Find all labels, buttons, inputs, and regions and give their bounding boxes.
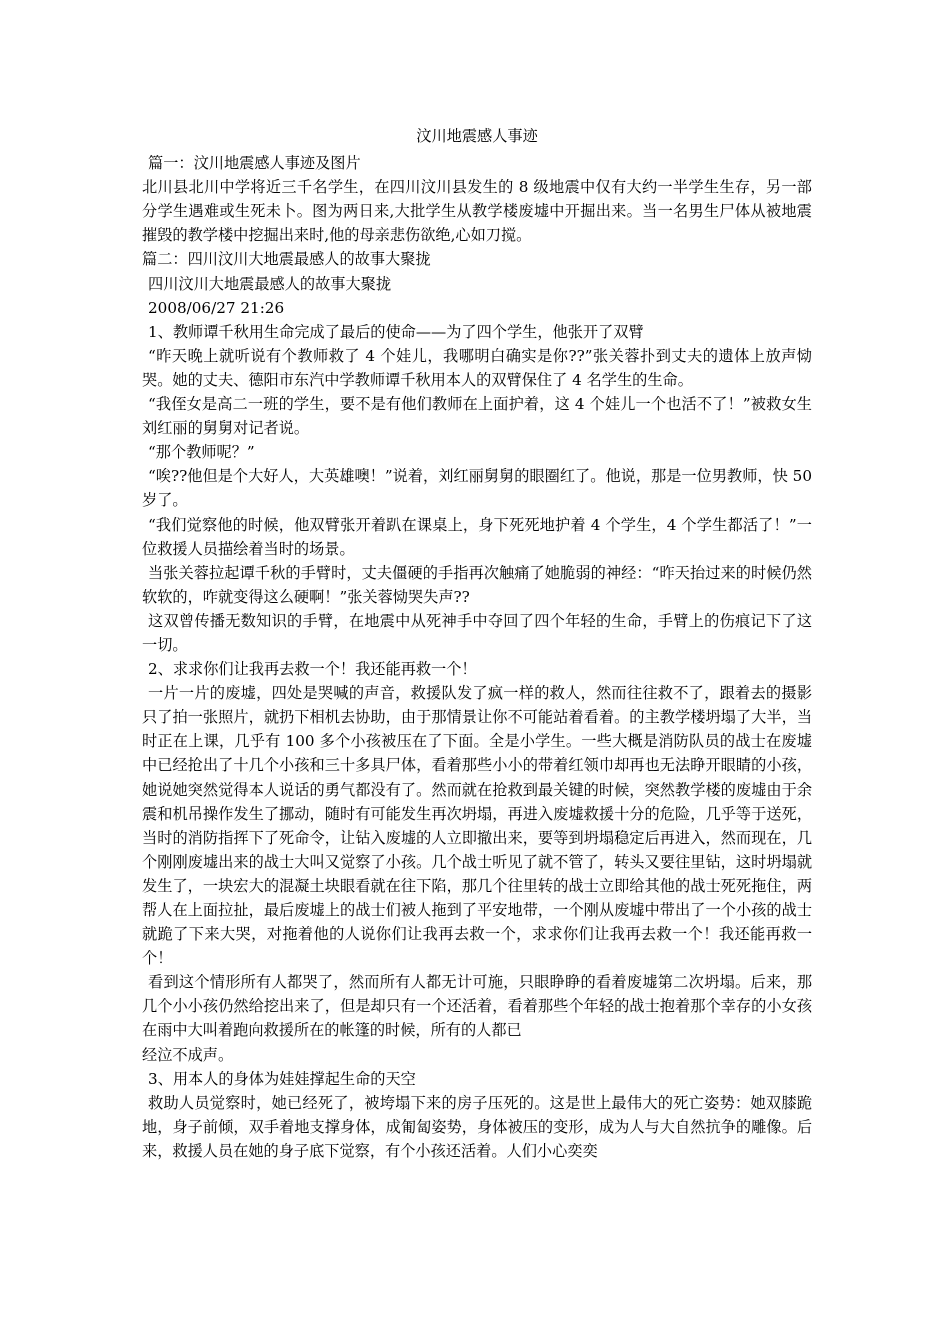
paragraph: “唉??他但是个大好人，大英雄噢！”说着，刘红丽舅舅的眼圈红了。他说，那是一位男教师，快 50 岁了。 [142, 467, 812, 510]
paragraph: 北川县北川中学将近三千名学生，在四川汶川县发生的 8 级地震中仅有大约一半学生生存，另一部分学生遇难或生死未卜。图为两日来,大批学生从教学楼废墟中开掘出来。当一名男生尸体从被地震摧毁的教学楼中挖掘出来时,他的母亲悲伤欲绝,心如刀搅。 [142, 178, 812, 245]
paragraph: 篇一：汶川地震感人事迹及图片 [148, 154, 361, 173]
paragraph: “我们觉察他的时候，他双臂张开着趴在课桌上，身下死死地护着 4 个学生，4 个学生都活了！”一位救援人员描绘着当时的场景。 [142, 515, 812, 558]
paragraph: 当张关蓉拉起谭千秋的手臂时，丈夫僵硬的手指再次触痛了她脆弱的神经：“昨天抬过来的时候仍然软软的，咋就变得这么硬啊！”张关蓉恸哭失声?? [142, 563, 812, 606]
paragraph: 救助人员觉察时，她已经死了，被垮塌下来的房子压死的。这是世上最伟大的死亡姿势：她双膝跪地，身子前倾，双手着地支撑身体，成匍匐姿势，身体被压的变形，成为人与大自然抗争的雕像。后来，救援人员在她的身子底下觉察，有个小孩还活着。人们小心奕奕 [142, 1093, 812, 1160]
paragraph: 3、用本人的身体为娃娃撑起生命的天空 [148, 1069, 416, 1088]
paragraph: 2、求求你们让我再去救一个！我还能再救一个！ [148, 660, 477, 679]
paragraph: 看到这个情形所有人都哭了，然而所有人都无计可施，只眼睁睁的看着废墟第二次坍塌。后来，那几个小小孩仍然给挖出来了，但是却只有一个还活着，看着那些个年轻的战士抱着那个幸存的小女孩在雨中大叫着跑向救援所在的帐篷的时候，所有的人都已 [142, 973, 812, 1040]
paragraph: 四川汶川大地震最感人的故事大聚拢 [148, 274, 391, 293]
paragraph: 2008/06/27 21:26 [148, 298, 285, 317]
paragraph: 经泣不成声。 [142, 1045, 234, 1064]
document-body [142, 151, 812, 1163]
paragraph: “我侄女是高二一班的学生，要不是有他们教师在上面护着，这 4 个娃儿一个也活不了！”被救女生刘红丽的舅舅对记者说。 [142, 395, 812, 438]
paragraph: 这双曾传播无数知识的手臂，在地震中从死神手中夺回了四个年轻的生命，手臂上的伤痕记下了这一切。 [142, 611, 812, 654]
paragraph: 一片一片的废墟，四处是哭喊的声音，救援队发了疯一样的救人，然而往往救不了，跟着去的摄影只了拍一张照片，就扔下相机去协助，由于那情景让你不可能站着看着。的主教学楼坍塌了大半，当时正在上课，几乎有 100 多个小孩被压在了下面。全是小学生。一些大概是消防队员的战士在废墟中已经抢出了十几个小孩和三十多具尸体，看着那些小小的带着红领巾却再也无法睁开眼睛的小孩，她说她突然觉得本人说话的勇气都没有了。然而就在抢救到最关键的时候，突然教学楼的废墟由于余震和机吊操作发生了挪动，随时有可能发生再次坍塌，再进入废墟救援十分的危险，几乎等于送死，当时的消防指挥下了死命令，让钻入废墟的人立即撤出来，要等到坍塌稳定后再进入，然而现在，几个刚刚废墟出来的战士大叫又觉察了小孩。几个战士听见了就不管了，转头又要往里钻，这时坍塌就发生了，一块宏大的混凝土块眼看就在往下陷，那几个往里转的战士立即给其他的战士死死拖住，两帮人在上面拉扯，最后废墟上的战士们被人拖到了平安地带，一个刚从废墟中带出了一个小孩的战士就跪了下来大哭，对拖着他的人说你们让我再去救一个，求求你们让我再去救一个！我还能再救一个！ [142, 684, 812, 968]
paragraph: “昨天晚上就听说有个教师救了 4 个娃儿，我哪明白确实是你??”张关蓉扑到丈夫的遗体上放声恸哭。她的丈夫、德阳市东汽中学教师谭千秋用本人的双臂保住了 4 名学生的生命。 [142, 346, 812, 389]
paragraph: 篇二：四川汶川大地震最感人的故事大聚拢 [142, 250, 431, 269]
document-title: 汶川地震感人事迹 [416, 127, 538, 145]
paragraph: “那个教师呢？” [148, 443, 255, 462]
paragraph: 1、教师谭千秋用生命完成了最后的使命——为了四个学生，他张开了双臂 [148, 322, 644, 341]
document-page [142, 124, 812, 1163]
